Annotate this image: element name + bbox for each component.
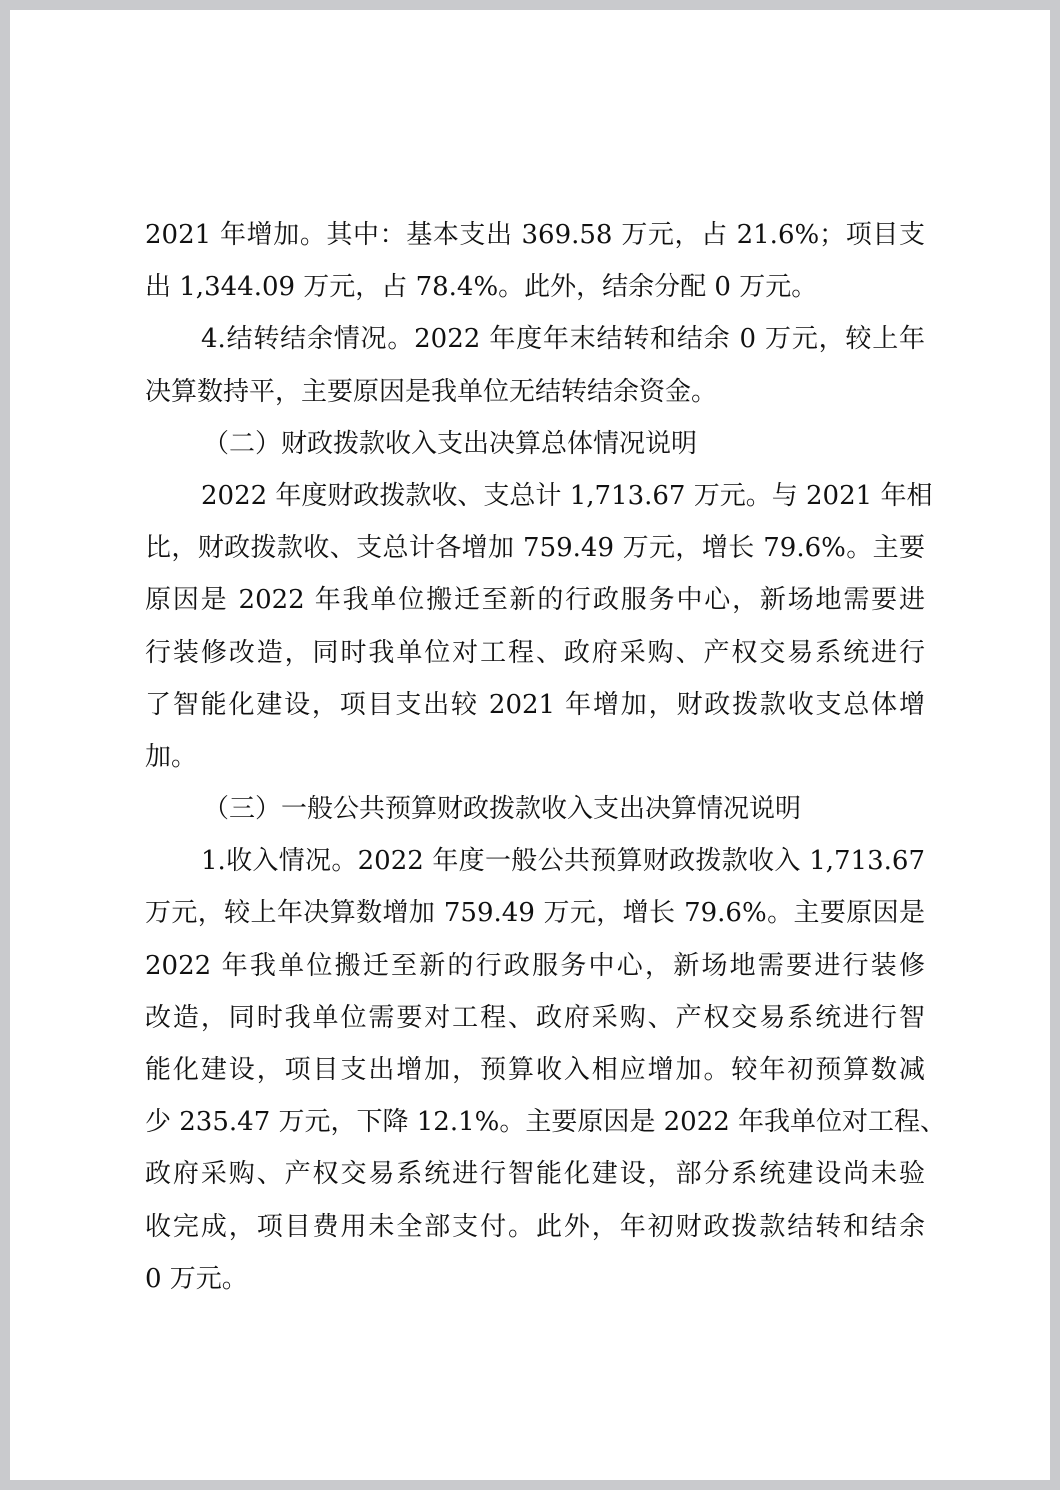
text-line: 2022 年度财政拨款收、支总计 1,713.67 万元。与 2021 年相: [201, 480, 933, 511]
section-heading: （二）财政拨款收入支出决算总体情况说明: [203, 428, 698, 459]
document-page: [10, 10, 1050, 1480]
text-line: 原因是 2022 年我单位搬迁至新的行政服务中心，新场地需要进: [145, 585, 925, 616]
text-line: 加。: [145, 741, 198, 772]
text-line: 收完成，项目费用未全部支付。此外，年初财政拨款结转和结余: [145, 1211, 925, 1242]
text-line: 能化建设，项目支出增加，预算收入相应增加。较年初预算数减: [145, 1055, 925, 1085]
text-line: 了智能化建设，项目支出较 2021 年增加，财政拨款收支总体增: [145, 689, 925, 720]
text-line: 改造，同时我单位需要对工程、政府采购、产权交易系统进行智: [145, 1002, 925, 1033]
text-line: 比，财政拨款收、支总计各增加 759.49 万元，增长 79.6%。主要: [145, 533, 925, 564]
text-line: 1.收入情况。2022 年度一般公共预算财政拨款收入 1,713.67: [201, 846, 925, 877]
text-line: 行装修改造，同时我单位对工程、政府采购、产权交易系统进行: [145, 637, 925, 668]
document-body: [145, 209, 947, 1305]
text-line: 0 万元。: [145, 1263, 248, 1294]
section-heading: （三）一般公共预算财政拨款收入支出决算情况说明: [203, 794, 802, 825]
text-line: 出 1,344.09 万元，占 78.4%。此外，结余分配 0 万元。: [145, 272, 818, 303]
text-line: 决算数持平，主要原因是我单位无结转结余资金。: [145, 376, 718, 407]
text-line: 万元，较上年决算数增加 759.49 万元，增长 79.6%。主要原因是: [145, 898, 925, 929]
text-line: 政府采购、产权交易系统进行智能化建设，部分系统建设尚未验: [145, 1159, 925, 1190]
text-line: 少 235.47 万元，下降 12.1%。主要原因是 2022 年我单位对工程、: [145, 1107, 947, 1138]
text-line: 4.结转结余情况。2022 年度年末结转和结余 0 万元，较上年: [201, 324, 925, 355]
text-line: 2021 年增加。其中：基本支出 369.58 万元，占 21.6%；项目支: [145, 220, 925, 250]
text-line: 2022 年我单位搬迁至新的行政服务中心，新场地需要进行装修: [145, 950, 925, 981]
